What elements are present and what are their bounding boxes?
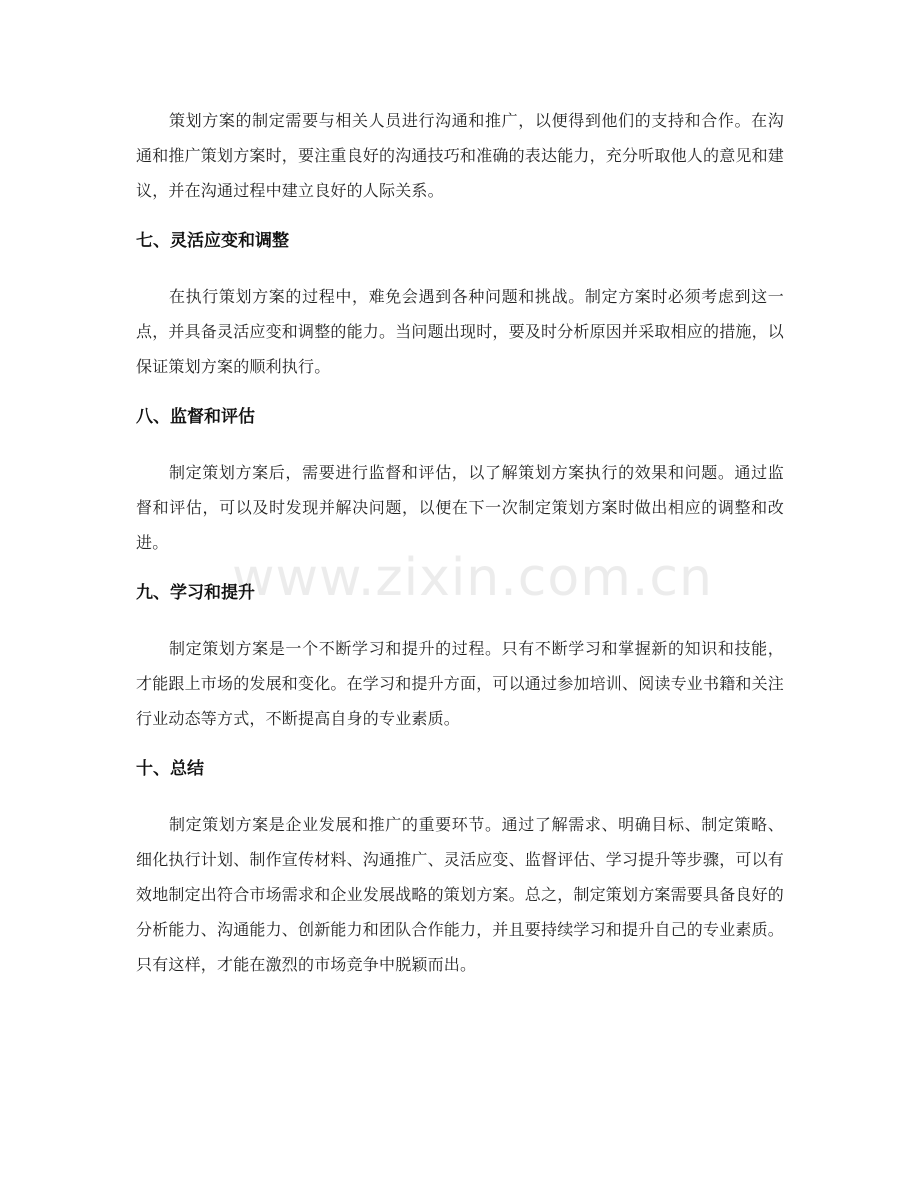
section-body-7: 在执行策划方案的过程中，难免会遇到各种问题和挑战。制定方案时必须考虑到这一点，并具备灵活应变和调整的能力。当问题出现时，要及时分析原因并采取相应的措施，以保证策划方案的顺利执行。 (136, 287, 785, 376)
section-body-10: 制定策划方案是企业发展和推广的重要环节。通过了解需求、明确目标、制定策略、细化执行计划、制作宣传材料、沟通推广、灵活应变、监督评估、学习提升等步骤，可以有效地制定出符合市场需求和企业发展战略的策划方案。总之，制定策划方案需要具备良好的分析能力、沟通能力、创新能力和团队合作能力，并且要持续学习和提升自己的专业素质。只有这样，才能在激烈的市场竞争中脱颖而出。 (136, 815, 785, 974)
section-body-9: 制定策划方案是一个不断学习和提升的过程。只有不断学习和掌握新的知识和技能，才能跟上市场的发展和变化。在学习和提升方面，可以通过参加培训、阅读专业书籍和关注行业动态等方式，不断提高自身的专业素质。 (136, 639, 785, 728)
section-heading-9: 九、学习和提升 (136, 583, 255, 603)
document-page (136, 103, 784, 982)
watermark: www.zixin.com.cn (232, 548, 713, 608)
section-heading-8: 八、监督和评估 (136, 407, 255, 427)
section-heading-10: 十、总结 (136, 759, 204, 779)
section-body-8: 制定策划方案后，需要进行监督和评估，以了解策划方案执行的效果和问题。通过监督和评估，可以及时发现并解决问题，以便在下一次制定策划方案时做出相应的调整和改进。 (136, 463, 784, 552)
intro-paragraph: 策划方案的制定需要与相关人员进行沟通和推广，以便得到他们的支持和合作。在沟通和推广策划方案时，要注重良好的沟通技巧和准确的表达能力，充分听取他人的意见和建议，并在沟通过程中建立良好的人际关系。 (136, 111, 785, 200)
section-heading-7: 七、灵活应变和调整 (136, 231, 289, 251)
